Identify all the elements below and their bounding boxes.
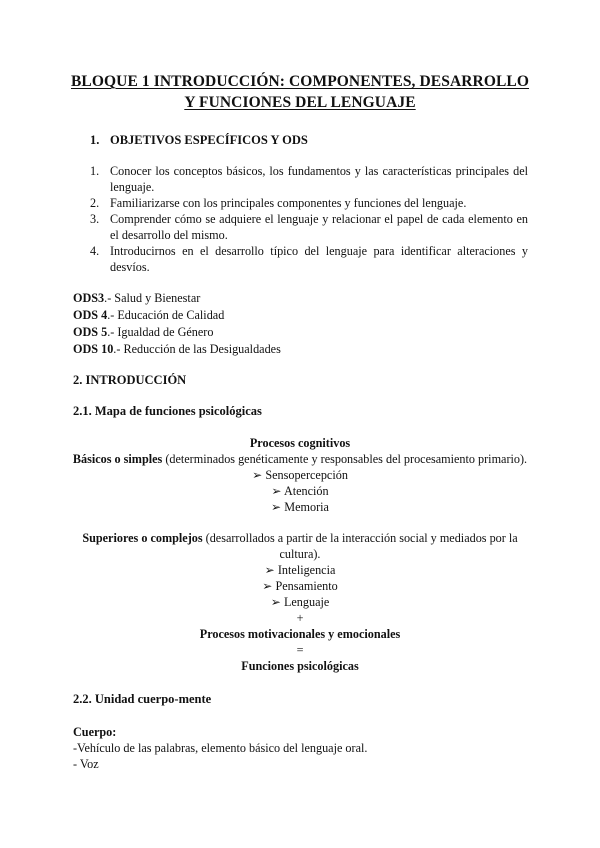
equals-sign: = [296, 643, 304, 657]
superior-label: Superiores o complejos [82, 531, 203, 545]
title-line-2: Y FUNCIONES DEL LENGUAJE [184, 94, 416, 111]
list-item [90, 163, 528, 195]
superior-item: ➢ Pensamiento [262, 579, 338, 593]
list-number: 2. [90, 196, 100, 210]
title-line-1: BLOQUE 1 INTRODUCCIÓN: COMPONENTES, DESARROLLO [70, 73, 530, 90]
list-number: 3. [90, 212, 100, 226]
basic-description: (determinados genéticamente y responsables del procesamiento primario). [162, 452, 528, 466]
ods-text: .- Reducción de las Desigualdades [113, 342, 281, 356]
ods-text: .- Salud y Bienestar [104, 291, 201, 305]
psychological-functions: Funciones psicológicas [241, 659, 359, 673]
ods-text: .- Igualdad de Género [107, 325, 214, 339]
list-item [90, 211, 528, 243]
ods-item [73, 290, 281, 307]
list-item [90, 195, 528, 211]
ods-code: ODS 5 [73, 325, 108, 339]
subsection-2-2-heading: 2.2. Unidad cuerpo-mente [73, 692, 212, 706]
ods-code: ODS3 [73, 291, 105, 305]
ods-code: ODS 4 [73, 308, 108, 322]
list-number: 1. [90, 164, 100, 178]
objectives-list [90, 163, 528, 275]
subsection-2-1-heading: 2.1. Mapa de funciones psicológicas [73, 404, 262, 418]
list-text: Conocer los conceptos básicos, los fundamentos y las características principales del lenguaje. [110, 164, 528, 194]
map-title: Procesos cognitivos [249, 436, 351, 450]
page-title [70, 71, 530, 113]
body-item: - Voz [73, 757, 99, 771]
list-item [90, 243, 528, 275]
basic-processes-line [70, 451, 530, 467]
ods-item [73, 324, 281, 341]
section-1-title: OBJETIVOS ESPECÍFICOS Y ODS [110, 133, 308, 147]
motivational-processes: Procesos motivacionales y emocionales [199, 627, 401, 641]
basic-label: Básicos o simples [72, 452, 163, 466]
section-1-heading [90, 133, 308, 148]
basic-item: ➢ Sensopercepción [252, 468, 348, 482]
body-section [73, 724, 367, 772]
superior-item: ➢ Inteligencia [264, 563, 336, 577]
section-1-number: 1. [90, 133, 100, 147]
ods-list [73, 290, 281, 358]
ods-text: .- Educación de Calidad [107, 308, 225, 322]
section-2-heading: 2. INTRODUCCIÓN [73, 373, 187, 387]
superior-item: ➢ Lenguaje [270, 595, 330, 609]
ods-item [73, 307, 281, 324]
cognitive-map [70, 435, 530, 515]
body-item: -Vehículo de las palabras, elemento básico del lenguaje oral. [73, 741, 368, 755]
ods-item [73, 341, 281, 358]
superior-processes [80, 530, 520, 674]
list-text: Familiarizarse con los principales componentes y funciones del lenguaje. [110, 196, 467, 210]
superior-description: (desarrollados a partir de la interacción social y mediados por la cultura). [202, 531, 518, 561]
basic-item: ➢ Atención [271, 484, 329, 498]
list-text: Comprender cómo se adquiere el lenguaje y relacionar el papel de cada elemento en el desarrollo del mismo. [110, 212, 528, 242]
basic-item: ➢ Memoria [271, 500, 329, 514]
body-label: Cuerpo: [73, 725, 117, 739]
superior-processes-line [80, 530, 520, 562]
list-text: Introducirnos en el desarrollo típico del lenguaje para identificar alteraciones y desvíos. [110, 244, 528, 274]
list-number: 4. [90, 244, 100, 258]
ods-code: ODS 10 [73, 342, 114, 356]
plus-sign: + [296, 611, 304, 625]
